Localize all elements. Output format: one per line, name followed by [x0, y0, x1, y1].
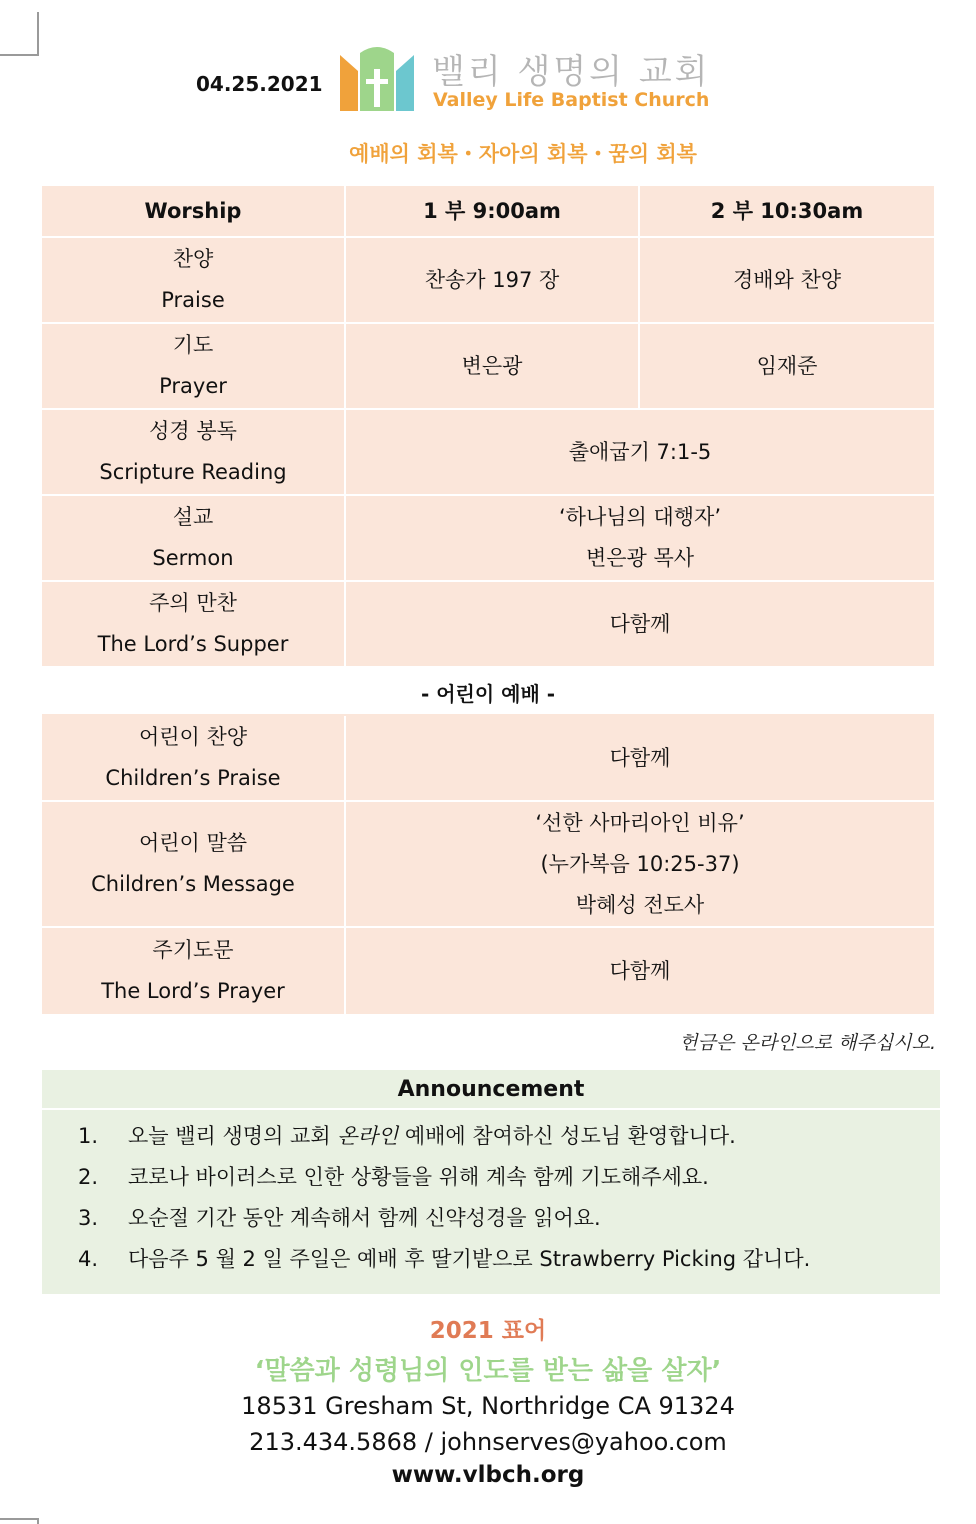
table-row: [42, 410, 934, 496]
crop-mark-bottom-horizontal: [0, 1518, 39, 1520]
row-label: [42, 238, 346, 324]
service-2-cell: 임재준: [640, 324, 934, 410]
crop-mark-bottom-vertical: [37, 1518, 39, 1524]
year-motto: ‘말씀과 성령님의 인도를 받는 삶을 살자’: [254, 1356, 722, 1386]
item-number: 2.: [78, 1165, 99, 1189]
bulletin-header: [0, 0, 976, 180]
row-label-english: Children’s Praise: [105, 766, 281, 790]
item-number: 1.: [78, 1124, 99, 1148]
row-label-english: The Lord’s Supper: [97, 632, 289, 656]
row-label-korean: 어린이 찬양: [138, 725, 248, 749]
header-service-1: 1 부 9:00am: [346, 186, 640, 238]
row-label: [42, 410, 346, 496]
list-item: [42, 1157, 940, 1198]
table-row: [42, 716, 934, 802]
item-text-emphasis: 온라인: [337, 1124, 399, 1148]
row-label: [42, 582, 346, 666]
table-row: [42, 802, 934, 928]
header-service-2: 2 부 10:30am: [640, 186, 934, 238]
combined-cell: 다함께: [346, 928, 934, 1014]
church-website: www.vlbch.org: [391, 1462, 585, 1488]
list-item: [42, 1116, 940, 1157]
combined-cell: 출애굽기 7:1-5: [346, 410, 934, 496]
row-label-english: The Lord’s Prayer: [101, 979, 285, 1003]
row-label: [42, 716, 346, 802]
year-motto-title: 2021 표어: [429, 1318, 547, 1344]
announcement-box: [42, 1070, 940, 1294]
service-1-cell: 찬송가 197 장: [346, 238, 640, 324]
offering-note: 헌금은 온라인으로 해주십시오.: [679, 1032, 936, 1054]
row-label: [42, 802, 346, 928]
row-label: [42, 496, 346, 582]
item-text: 코로나 바이러스로 인한 상황들을 위해 계속 함께 기도해주세요.: [128, 1165, 709, 1189]
bulletin-date: 04.25.2021: [196, 72, 323, 96]
row-label-korean: 성경 봉독: [149, 419, 237, 443]
item-number: 3.: [78, 1206, 99, 1230]
row-label-korean: 주의 만찬: [149, 591, 237, 615]
table-row: [42, 582, 934, 666]
combined-cell: 다함께: [346, 582, 934, 666]
table-row: [42, 496, 934, 582]
worship-schedule-table: [42, 186, 934, 666]
table-row: [42, 324, 934, 410]
row-label-english: Sermon: [152, 546, 234, 570]
service-1-cell: 변은광: [346, 324, 640, 410]
message-title: ‘선한 사마리아인 비유’: [535, 810, 745, 835]
list-item: [42, 1239, 940, 1280]
combined-cell: [346, 802, 934, 928]
combined-cell: [346, 496, 934, 582]
church-motto: 예배의 회복・자아의 회복・꿈의 회복: [349, 142, 697, 166]
item-text-pre: 오늘 밸리 생명의 교회: [128, 1124, 338, 1148]
message-scripture: (누가복음 10:25-37): [540, 851, 740, 876]
row-label-korean: 찬양: [172, 247, 214, 271]
row-label-korean: 어린이 말씀: [138, 831, 248, 855]
children-worship-title: - 어린이 예배 -: [420, 682, 556, 706]
church-name-english: Valley Life Baptist Church: [433, 89, 710, 111]
row-label-english: Scripture Reading: [99, 460, 287, 484]
item-number: 4.: [78, 1247, 99, 1271]
item-text-post: 예배에 참여하신 성도님 환영합니다.: [398, 1124, 736, 1148]
row-label: [42, 928, 346, 1014]
church-contact: 213.434.5868 / johnserves@yahoo.com: [249, 1428, 727, 1456]
list-item: [42, 1198, 940, 1239]
row-label-korean: 주기도문: [152, 938, 234, 962]
row-label-english: Children’s Message: [91, 872, 295, 896]
row-label-korean: 설교: [172, 505, 214, 529]
item-text: 다음주 5 월 2 일 주일은 예배 후 딸기밭으로 Strawberry Picking 갑니다.: [128, 1247, 811, 1271]
row-label-korean: 기도: [172, 333, 214, 357]
sermon-preacher: 변은광 목사: [585, 546, 695, 570]
sermon-title: ‘하나님의 대행자’: [558, 505, 722, 529]
header-worship: Worship: [42, 186, 346, 238]
children-schedule-table: [42, 714, 934, 1014]
combined-cell: 다함께: [346, 716, 934, 802]
item-text: 오순절 기간 동안 계속해서 함께 신약성경을 읽어요.: [128, 1206, 601, 1230]
table-header-row: [42, 186, 934, 238]
church-address: 18531 Gresham St, Northridge CA 91324: [241, 1392, 735, 1420]
church-name-korean: 밸리 생명의 교회: [432, 52, 711, 92]
service-2-cell: 경배와 찬양: [640, 238, 934, 324]
church-logo-icon: [338, 47, 416, 111]
table-row: [42, 928, 934, 1014]
row-label-english: Prayer: [159, 374, 227, 398]
announcement-list: [42, 1116, 940, 1280]
announcement-title: Announcement: [42, 1070, 940, 1110]
row-label: [42, 324, 346, 410]
row-label-english: Praise: [161, 288, 225, 312]
table-row: [42, 238, 934, 324]
message-preacher: 박혜성 전도사: [575, 892, 705, 917]
